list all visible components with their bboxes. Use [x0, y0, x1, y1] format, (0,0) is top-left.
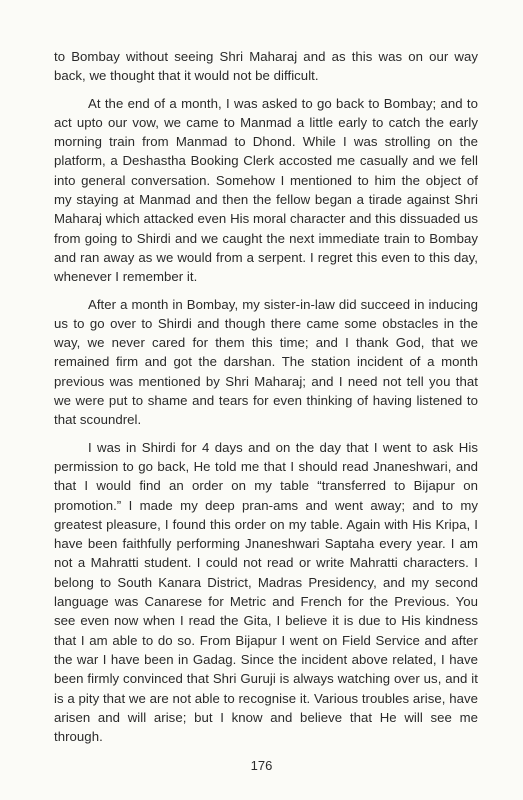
page-body	[54, 47, 478, 746]
paragraph-manmad-incident: At the end of a month, I was asked to go back to Bombay; and to act upto our vow, we came to Manmad a little early to catch the early morning train from Manmad to Dhond. While I was strolling on the platform, a Deshastha Booking Clerk accosted me casually and we fell into general conversation. Somehow I mentioned to him the object of my staying at Manmad and then the fellow began a tirade against Shri Maharaj which attacked even His moral character and this dissuaded us from going to Shirdi and we caught the next immediate train to Bombay and ran away as we would from a serpent. I regret this even to this day, whenever I remember it.	[54, 95, 478, 285]
paragraph-jnaneshwari: I was in Shirdi for 4 days and on the day that I went to ask His permission to go back, He told me that I should read Jnaneshwari, and that I would find an order on my table “transferred to Bijapur on promotion.” I made my deep pran-ams and went away; and to my greatest pleasure, I found this order on my table. Again with His Kripa, I have been faithfully performing Jnaneshwari Saptaha every year. I am not a Mahratti student. I could not read or write Mahratti characters. I belong to South Kanara District, Madras Presidency, and my second language was Canarese for Metric and French for the Previous. You see even now when I read the Gita, I believe it is due to His kindness that I am able to do so. From Bijapur I went on Field Service and after the war I have been in Gadag. Since the incident above related, I have been firmly convinced that Shri Guruji is always watching over us, and it is a pity that we are not able to recognise it. Various troubles arise, have arisen and will arise; but I know and believe that He will see me through.	[54, 439, 478, 745]
paragraph-shirdi-visit: After a month in Bombay, my sister-in-law did succeed in inducing us to go over to Shirdi and though there came some obstacles in the way, we never cared for them this time; and I thank God, that we remained firm and got the darshan. The station incident of a month previous was mentioned by Shri Maharaj; and I need not tell you that we were put to shame and tears for even thinking of having listened to that scoundrel.	[54, 296, 478, 428]
page-number: 176	[250, 758, 273, 773]
paragraph-continuation: to Bombay without seeing Shri Maharaj and as this was on our way back, we thought that it would not be difficult.	[54, 49, 478, 84]
